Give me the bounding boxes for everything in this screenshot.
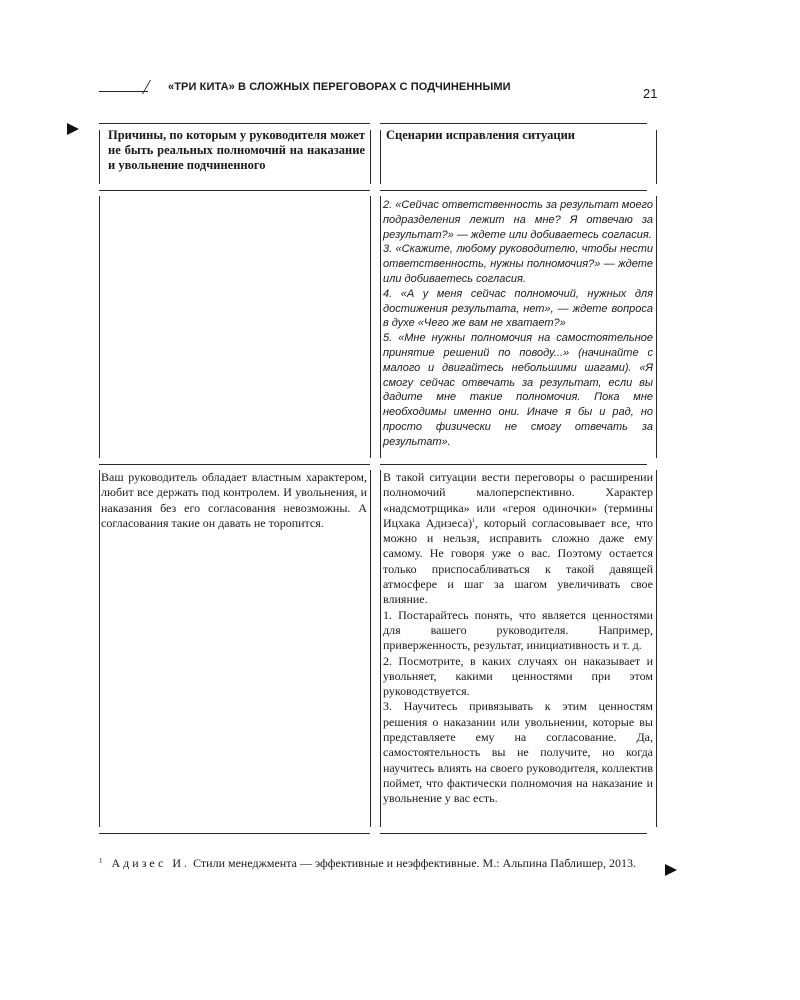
list-item: 1. Постарайтесь понять, что является ценностями для вашего руководителя. Например, приверженность, результат, инициативность и т. д.	[383, 607, 653, 653]
table-rule	[380, 130, 381, 184]
page-number: 21	[643, 86, 658, 101]
scenario-item: 3. «Скажите, любому руководителю, чтобы нести ответственность, нужны полномочия?» — ждете или добиваетесь согласия.	[383, 243, 653, 285]
header-rule	[99, 91, 148, 92]
footnote-ref: 1	[472, 517, 476, 524]
row2-reason: Ваш руководитель обладает властным характером, любит все держать под контролем. И увольнения, и наказания без его согласования невозможны. А согласования такие он давать не торопится.	[101, 470, 367, 530]
running-title: «ТРИ КИТА» В СЛОЖНЫХ ПЕРЕГОВОРАХ С ПОДЧИНЕННЫМИ	[168, 81, 511, 93]
table-rule	[380, 464, 647, 465]
scenario-item: 2. «Сейчас ответственность за результат моего подразделения лежит на мне? Я отвечаю за результат?» — ждете или добиваетесь согласия.	[383, 199, 653, 241]
table-rule	[370, 130, 371, 184]
table-rule	[370, 196, 371, 458]
table-rule	[99, 464, 370, 465]
table-rule	[380, 833, 647, 834]
table-rule	[99, 196, 100, 458]
list-item: 3. Научитесь привязывать к этим ценностям решения о наказании или увольнении, которые вы представляете ему на согласование. Да, самостоятельность вы не получите, но когда научитесь влиять на своего руководителя, коллектив поймет, что фактически полномочия на наказание и увольнение у вас есть.	[383, 699, 653, 806]
table-rule	[380, 196, 381, 458]
row2-scenarios	[383, 470, 653, 807]
row2-intro: В такой ситуации вести переговоры о расширении полномочий малоперспективно. Характер «надсмотрщика» или «героя одиночки» (термины Ицхака Адизеса)$^1$, который согласовывает все, что можно и нельзя, исправить сложно даже ему самому. Не говоря уже о вас. Поэтому остается только приспосабливаться к такой давящей атмосфере и шаг за шагом увеличивать свое влияние.	[383, 470, 653, 607]
footnote	[99, 855, 659, 872]
table-rule	[656, 196, 657, 458]
table-rule	[99, 833, 370, 834]
table-rule	[99, 130, 100, 184]
table-rule	[99, 123, 370, 124]
footnote-text: Стили менеджмента — эффективные и неэффективные. М.: Альпина Паблишер, 2013.	[190, 856, 637, 870]
table-rule	[380, 470, 381, 827]
table-rule	[380, 123, 647, 124]
table-rule	[656, 470, 657, 827]
col1-header: Причины, по которым у руководителя может не быть реальных полномочий на наказание и увольнение подчиненного	[108, 128, 365, 172]
list-item: 2. Посмотрите, в каких случаях он наказывает и увольняет, какими ценностями при этом руководствуется.	[383, 653, 653, 699]
footnote-number: 1	[99, 857, 103, 865]
scenario-item: 4. «А у меня сейчас полномочий, нужных для достижения результата, нет», — ждете вопроса в духе «Чего же вам не хватает?»	[383, 287, 653, 330]
footnote-author: Адизес И.	[111, 856, 191, 870]
table-rule	[380, 190, 647, 191]
col2-header: Сценарии исправления ситуации	[386, 128, 575, 142]
continuation-marker-left	[67, 123, 79, 135]
table-rule	[99, 190, 370, 191]
continuation-marker-right	[665, 864, 677, 876]
table-rule	[99, 470, 100, 827]
table-rule	[656, 130, 657, 184]
table-rule	[370, 470, 371, 827]
row1-scenarios	[383, 198, 653, 450]
scenario-item: 5. «Мне нужны полномочия на самостоятельное принятие решений по поводу...» (начинайте с малого и двигайтесь небольшими шагами). «Я смогу сейчас отвечать за результат, если вы дадите мне такие полномочия. Пока мне необходимы именно они. Иначе я бы и рад, но просто физически не смогу отвечать за результат».	[383, 332, 653, 448]
